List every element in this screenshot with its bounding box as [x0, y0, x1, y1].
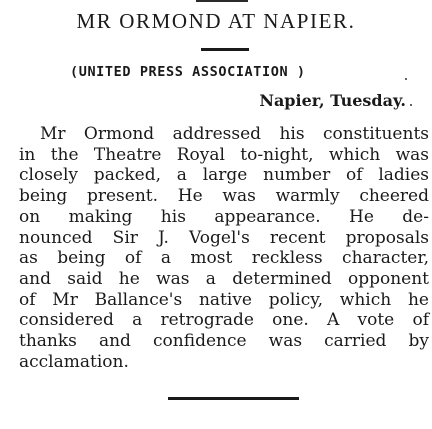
agency-credit: (UNITED PRESS ASSOCIATION ) [70, 64, 306, 80]
article-line: on making his appearance. He de- [19, 206, 429, 227]
article-line: nounced Sir J. Vogel's recent proposals [19, 227, 429, 248]
article-line: thanks and confidence was carried by [19, 331, 429, 352]
article-line: considered a retrograde one. A vote of [19, 310, 429, 331]
article-body [19, 124, 429, 372]
article-line: Mr Ormond addressed his constituents [40, 124, 429, 144]
article-line: of Mr Ballance's native policy, which he [19, 289, 429, 310]
bottom-rule [168, 397, 299, 400]
dateline: Napier, Tuesday. [259, 91, 406, 110]
article-line: and said he was a determined opponent [19, 268, 429, 289]
headline-divider [201, 48, 249, 51]
article-line: as being of a most reckless character, [19, 248, 429, 269]
top-rule [196, 0, 248, 2]
article-line: in the Theatre Royal to-night, which was [19, 144, 429, 165]
print-speck [405, 78, 407, 80]
article-line: closely packed, a large number of ladies [19, 165, 429, 186]
print-speck [410, 104, 412, 106]
article-line: being present. He was warmly cheered [19, 186, 429, 207]
article-line: acclamation. [19, 351, 129, 372]
headline: MR ORMOND AT NAPIER. [76, 9, 356, 33]
